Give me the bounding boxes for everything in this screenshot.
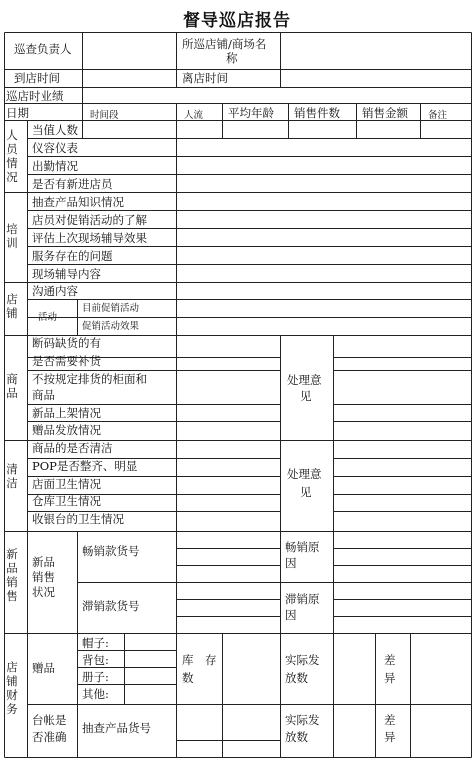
goods-item: 新品上架情况 bbox=[32, 406, 101, 420]
section-training: 培训 bbox=[6, 222, 18, 250]
section-store: 店铺 bbox=[6, 292, 18, 320]
col-date: 日期 bbox=[6, 106, 29, 120]
training-item: 现场辅导内容 bbox=[32, 267, 101, 281]
gift-item: 背包: bbox=[82, 653, 109, 667]
staff-item: 仪容仪表 bbox=[32, 141, 78, 155]
slow-reason-label: 滞销原 bbox=[285, 592, 320, 606]
goods-item: 赠品发放情况 bbox=[32, 423, 101, 437]
section-new-sales: 新品销售 bbox=[6, 547, 18, 603]
goods-opinion-label-2: 见 bbox=[300, 389, 312, 403]
difference-label-2: 异 bbox=[384, 671, 396, 685]
section-clean: 清洁 bbox=[6, 462, 18, 490]
current-promo-label: 目前促销活动 bbox=[82, 303, 140, 314]
training-item: 服务存在的问题 bbox=[32, 249, 113, 263]
leave-time-label: 离店时间 bbox=[182, 71, 228, 85]
col-sales-count: 销售件数 bbox=[294, 106, 340, 120]
slow-reason-label-2: 因 bbox=[285, 608, 297, 622]
col-period: 时间段 bbox=[90, 110, 119, 121]
training-item: 店员对促销活动的了解 bbox=[32, 213, 147, 227]
goods-item: 断码缺货的有 bbox=[32, 336, 101, 350]
staff-item: 出勤情况 bbox=[32, 159, 78, 173]
check-item-label: 抽查产品货号 bbox=[82, 721, 151, 735]
stock-label: 库 存 bbox=[182, 653, 217, 667]
col-avg-age: 平均年龄 bbox=[228, 106, 274, 120]
col-note: 备注 bbox=[428, 110, 448, 121]
section-finance: 店铺财务 bbox=[6, 660, 18, 716]
actual-issued-label: 实际发 bbox=[285, 653, 320, 667]
report-title: 督导巡店报告 bbox=[183, 11, 291, 31]
gift-item: 帽子: bbox=[82, 636, 109, 650]
section-staff: 人员情况 bbox=[6, 128, 18, 184]
goods-opinion-label: 处理意 bbox=[287, 373, 322, 387]
clean-item: 仓库卫生情况 bbox=[32, 494, 101, 508]
hot-reason-label: 畅销原 bbox=[285, 540, 320, 554]
hot-reason-label-2: 因 bbox=[285, 556, 297, 570]
actual-issued-label-b2: 放数 bbox=[285, 730, 308, 744]
clean-opinion-label: 处理意 bbox=[287, 467, 322, 481]
goods-item: 商品 bbox=[32, 388, 55, 402]
training-item: 抽查产品知识情况 bbox=[32, 195, 124, 209]
goods-item: 不按规定排货的柜面和 bbox=[32, 372, 147, 386]
slow-item-label: 滞销款货号 bbox=[82, 599, 140, 613]
activity-label: 活动 bbox=[38, 312, 58, 323]
store-name-label: 所巡店铺/商场名 bbox=[182, 37, 267, 51]
actual-issued-label-2: 放数 bbox=[285, 671, 308, 685]
ledger-label-2: 否准确 bbox=[32, 730, 67, 744]
ledger-label: 台帐是 bbox=[32, 713, 67, 727]
difference-label-b2: 异 bbox=[384, 730, 396, 744]
actual-issued-label-b: 实际发 bbox=[285, 713, 320, 727]
training-item: 评估上次现场辅导效果 bbox=[32, 231, 147, 245]
gift-item: 册子: bbox=[82, 670, 109, 684]
gifts-label: 赠品 bbox=[32, 661, 55, 675]
col-sales-amount: 销售金额 bbox=[362, 106, 408, 120]
goods-item: 是否需要补货 bbox=[32, 354, 101, 368]
hot-item-label: 畅销款货号 bbox=[82, 544, 140, 558]
staff-item: 是否有新进店员 bbox=[32, 177, 113, 191]
col-traffic: 人流 bbox=[184, 110, 204, 121]
new-sales-status-label: 新品销售状况 bbox=[32, 555, 55, 599]
staff-item: 当值人数 bbox=[32, 123, 78, 137]
gift-item: 其他: bbox=[82, 687, 109, 701]
difference-label: 差 bbox=[384, 653, 396, 667]
clean-item: POP是否整齐、明显 bbox=[32, 459, 138, 473]
arrive-time-label: 到店时间 bbox=[14, 71, 60, 85]
clean-item: 店面卫生情况 bbox=[32, 477, 101, 491]
difference-label-b: 差 bbox=[384, 713, 396, 727]
stock-label-2: 数 bbox=[182, 671, 194, 685]
promo-effect-label: 促销活动效果 bbox=[82, 321, 140, 332]
clean-item: 收银台的卫生情况 bbox=[32, 512, 124, 526]
performance-label: 巡店时业绩 bbox=[6, 89, 64, 103]
supervisor-label: 巡查负责人 bbox=[14, 42, 72, 56]
store-name-label-2: 称 bbox=[226, 51, 238, 65]
communication-label: 沟通内容 bbox=[32, 284, 78, 298]
clean-opinion-label-2: 见 bbox=[300, 485, 312, 499]
clean-item: 商品的是否清洁 bbox=[32, 441, 113, 455]
section-goods: 商品 bbox=[6, 372, 18, 400]
